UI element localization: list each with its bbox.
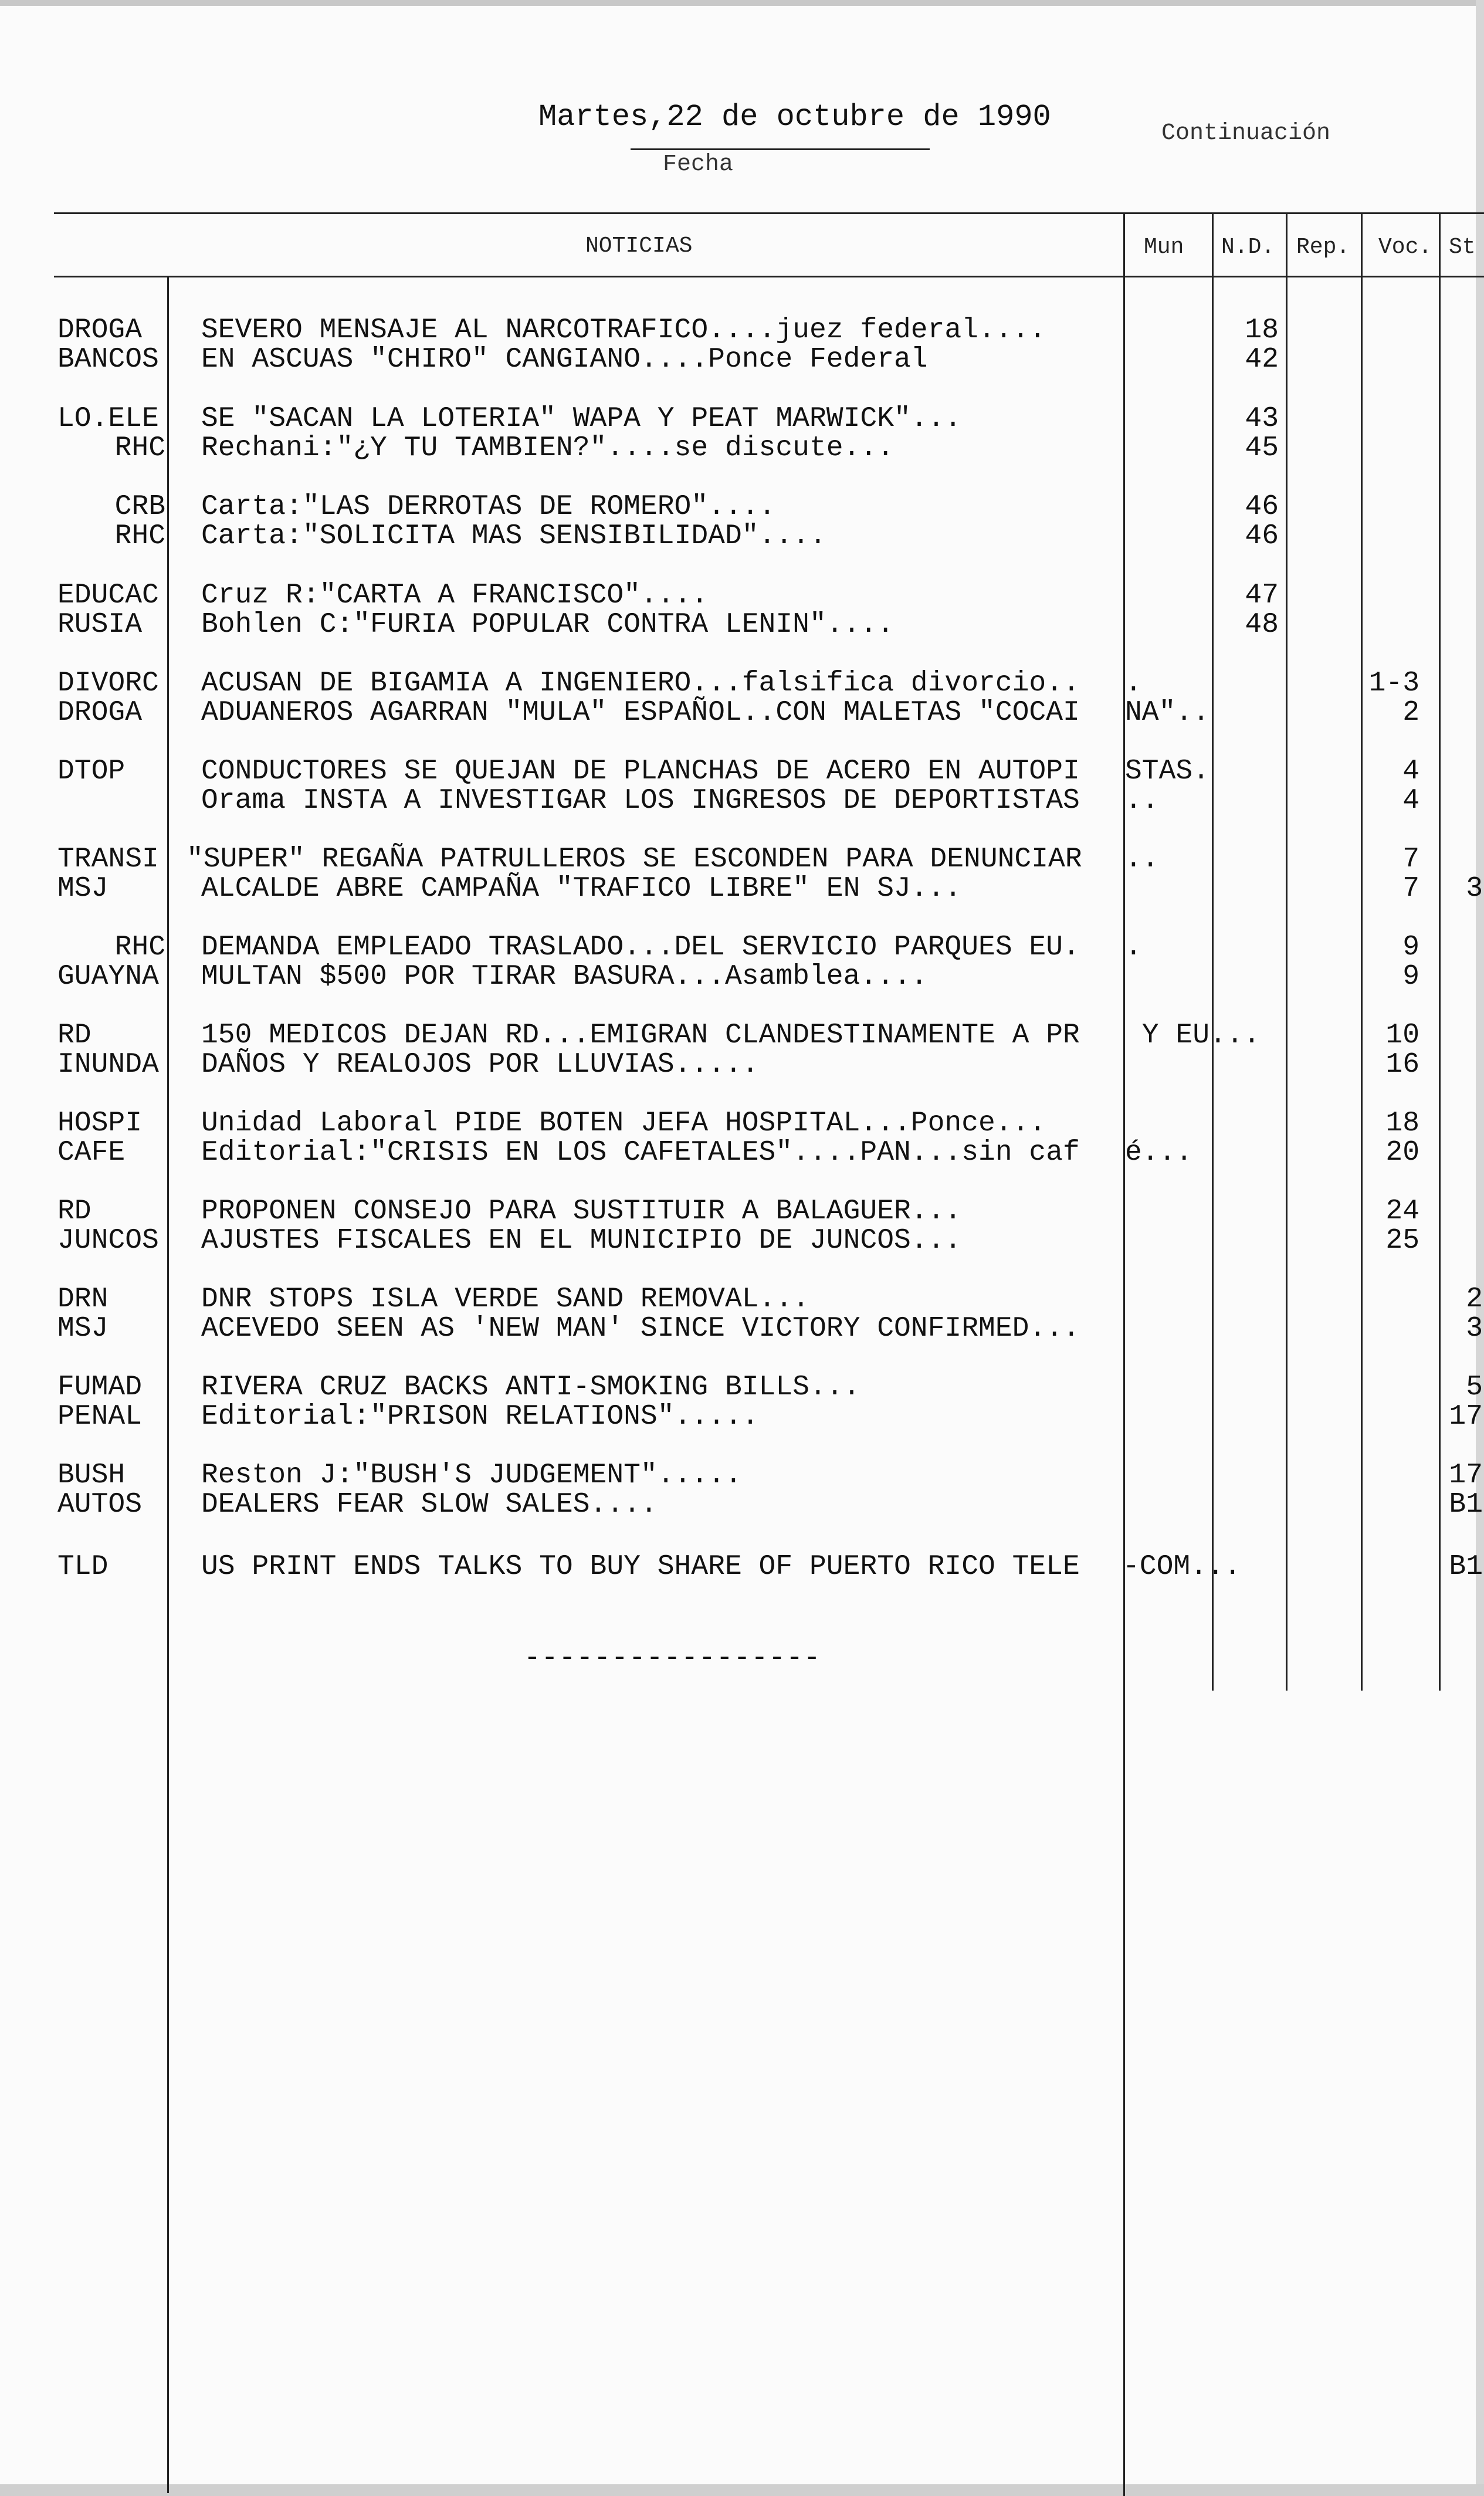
- row-category: MSJ: [57, 1313, 109, 1344]
- row-headline: Carta:"SOLICITA MAS SENSIBILIDAD"....: [201, 520, 826, 552]
- date-caption: Fecha: [663, 151, 734, 178]
- row-category: RHC: [114, 932, 165, 963]
- column-header-rep: Rep.: [1296, 235, 1350, 260]
- row-voc-page: 7: [1402, 844, 1419, 875]
- row-voc-page: 7: [1402, 873, 1419, 905]
- rep-column-left-divider: [1286, 212, 1288, 1691]
- row-nd-page: 42: [1245, 344, 1279, 375]
- column-header-st: St: [1449, 235, 1476, 260]
- row-nd-page: 46: [1245, 520, 1279, 552]
- scan-edge-bottom: [0, 2484, 1484, 2496]
- row-category: GUAYNA: [57, 961, 159, 993]
- row-voc-page: 16: [1385, 1049, 1419, 1081]
- row-category: DROGA: [57, 314, 143, 346]
- row-headline: DEMANDA EMPLEADO TRASLADO...DEL SERVICIO PARQUES EU.: [201, 932, 1080, 963]
- row-mun-overflow: ..: [1125, 785, 1159, 817]
- row-category: RHC: [114, 520, 165, 552]
- row-headline: Orama INSTA A INVESTIGAR LOS INGRESOS DE DEPORTISTAS: [201, 785, 1080, 817]
- row-voc-page: 18: [1385, 1108, 1419, 1139]
- row-headline: ADUANEROS AGARRAN "MULA" ESPAÑOL..CON MALETAS "COCAI: [201, 697, 1080, 729]
- row-headline: DEALERS FEAR SLOW SALES....: [201, 1489, 658, 1520]
- row-voc-page: 24: [1385, 1195, 1419, 1227]
- row-st-page: 3: [1466, 873, 1483, 905]
- row-category: BANCOS: [57, 344, 159, 375]
- row-headline: Unidad Laboral PIDE BOTEN JEFA HOSPITAL...Ponce...: [201, 1108, 1046, 1139]
- column-header-mun: Mun: [1144, 235, 1184, 260]
- row-headline: US PRINT ENDS TALKS TO BUY SHARE OF PUERTO RICO TELE: [201, 1551, 1080, 1583]
- row-headline: SEVERO MENSAJE AL NARCOTRAFICO....juez federal....: [201, 314, 1046, 346]
- row-st-page: 2: [1466, 1283, 1483, 1315]
- row-category: HOSPI: [57, 1108, 143, 1139]
- row-voc-page: 4: [1402, 756, 1419, 787]
- row-voc-page: 1-3: [1368, 668, 1419, 699]
- row-headline: AJUSTES FISCALES EN EL MUNICIPIO DE JUNCOS...: [201, 1225, 962, 1257]
- row-headline: Editorial:"CRISIS EN LOS CAFETALES"....PAN...sin caf: [201, 1137, 1080, 1169]
- row-headline: CONDUCTORES SE QUEJAN DE PLANCHAS DE ACERO EN AUTOPI: [201, 756, 1080, 787]
- row-category: RD: [57, 1020, 92, 1051]
- row-category: DIVORC: [57, 668, 159, 699]
- row-st-page: 3: [1466, 1313, 1483, 1344]
- row-category: CAFE: [57, 1137, 126, 1169]
- row-nd-page: 45: [1245, 432, 1279, 464]
- row-category: AUTOS: [57, 1489, 143, 1520]
- row-headline: EN ASCUAS "CHIRO" CANGIANO....Ponce Federal: [201, 344, 928, 375]
- row-nd-page: 48: [1245, 609, 1279, 641]
- row-voc-page: 9: [1402, 932, 1419, 963]
- row-category: TRANSI: [57, 844, 159, 875]
- row-st-page: B1: [1449, 1489, 1483, 1520]
- row-voc-page: 4: [1402, 785, 1419, 817]
- row-voc-page: 2: [1402, 697, 1419, 729]
- row-headline: ACEVEDO SEEN AS 'NEW MAN' SINCE VICTORY CONFIRMED...: [201, 1313, 1080, 1344]
- row-category: RHC: [114, 432, 165, 464]
- row-nd-page: 46: [1245, 491, 1279, 523]
- row-voc-page: 25: [1385, 1225, 1419, 1257]
- row-headline: DAÑOS Y REALOJOS POR LLUVIAS.....: [201, 1049, 759, 1081]
- row-category: RUSIA: [57, 609, 143, 641]
- row-headline: ACUSAN DE BIGAMIA A INGENIERO...falsifica divorcio..: [201, 668, 1080, 699]
- table-top-border: [54, 212, 1484, 214]
- row-headline: Editorial:"PRISON RELATIONS".....: [201, 1401, 759, 1432]
- row-headline: Reston J:"BUSH'S JUDGEMENT".....: [201, 1459, 742, 1491]
- row-st-page: B1: [1449, 1551, 1483, 1583]
- row-headline: Carta:"LAS DERROTAS DE ROMERO"....: [201, 491, 776, 523]
- row-category: LO.ELE: [57, 403, 159, 435]
- row-headline: "SUPER" REGAÑA PATRULLEROS SE ESCONDEN PARA DENUNCIAR: [187, 844, 1082, 875]
- row-category: DTOP: [57, 756, 126, 787]
- row-category: TLD: [57, 1551, 109, 1583]
- row-mun-overflow: ..: [1125, 844, 1159, 875]
- row-mun-overflow: .: [1125, 932, 1142, 963]
- category-column-divider: [167, 276, 169, 2493]
- column-header-voc: Voc.: [1378, 235, 1432, 260]
- column-header-noticias: NOTICIAS: [585, 233, 693, 259]
- row-headline: PROPONEN CONSEJO PARA SUSTITUIR A BALAGUER...: [201, 1195, 962, 1227]
- row-headline: ALCALDE ABRE CAMPAÑA "TRAFICO LIBRE" EN SJ...: [201, 873, 962, 905]
- table-header-border: [54, 276, 1484, 277]
- row-headline: DNR STOPS ISLA VERDE SAND REMOVAL...: [201, 1283, 809, 1315]
- row-headline: Bohlen C:"FURIA POPULAR CONTRA LENIN"....: [201, 609, 894, 641]
- row-mun-overflow: STAS.: [1125, 756, 1210, 787]
- row-category: DRN: [57, 1283, 109, 1315]
- row-mun-overflow: -COM...: [1123, 1551, 1241, 1583]
- nd-column-left-divider: [1212, 212, 1214, 1691]
- row-st-page: 17: [1449, 1401, 1483, 1432]
- continuation-label: Continuación: [1161, 120, 1331, 147]
- row-nd-page: 18: [1245, 314, 1279, 346]
- row-nd-page: 47: [1245, 580, 1279, 611]
- row-category: PENAL: [57, 1401, 143, 1432]
- row-voc-page: 20: [1385, 1137, 1419, 1169]
- row-category: FUMAD: [57, 1371, 143, 1403]
- row-mun-overflow: .: [1125, 668, 1142, 699]
- row-category: EDUCAC: [57, 580, 159, 611]
- date-line-text: Martes,22 de octubre de 1990: [538, 100, 1051, 134]
- row-category: MSJ: [57, 873, 109, 905]
- row-mun-overflow: NA"..: [1125, 697, 1210, 729]
- row-voc-page: 10: [1385, 1020, 1419, 1051]
- row-st-page: 5: [1466, 1371, 1483, 1403]
- date-underline: [631, 148, 930, 150]
- row-category: RD: [57, 1195, 92, 1227]
- scan-edge-top: [0, 0, 1484, 6]
- scan-edge-right: [1476, 0, 1484, 2496]
- row-headline: 150 MEDICOS DEJAN RD...EMIGRAN CLANDESTINAMENTE A PR: [201, 1020, 1080, 1051]
- row-voc-page: 9: [1402, 961, 1419, 993]
- row-st-page: 17: [1449, 1459, 1483, 1491]
- voc-column-left-divider: [1361, 212, 1363, 1691]
- row-headline: MULTAN $500 POR TIRAR BASURA...Asamblea....: [201, 961, 928, 993]
- row-headline: Cruz R:"CARTA A FRANCISCO"....: [201, 580, 709, 611]
- row-mun-overflow: é...: [1125, 1137, 1193, 1169]
- row-category: INUNDA: [57, 1049, 159, 1081]
- column-header-nd: N.D.: [1221, 235, 1275, 260]
- row-headline: RIVERA CRUZ BACKS ANTI-SMOKING BILLS...: [201, 1371, 860, 1403]
- end-separator: -----------------: [524, 1642, 821, 1674]
- mun-column-left-divider: [1123, 212, 1125, 2496]
- row-category: DROGA: [57, 697, 143, 729]
- row-nd-page: 43: [1245, 403, 1279, 435]
- row-category: BUSH: [57, 1459, 126, 1491]
- row-headline: SE "SACAN LA LOTERIA" WAPA Y PEAT MARWICK"...: [201, 403, 962, 435]
- row-category: CRB: [114, 491, 165, 523]
- row-category: JUNCOS: [57, 1225, 159, 1257]
- row-headline: Rechani:"¿Y TU TAMBIEN?"....se discute...: [201, 432, 894, 464]
- row-mun-overflow: Y EU...: [1125, 1020, 1261, 1051]
